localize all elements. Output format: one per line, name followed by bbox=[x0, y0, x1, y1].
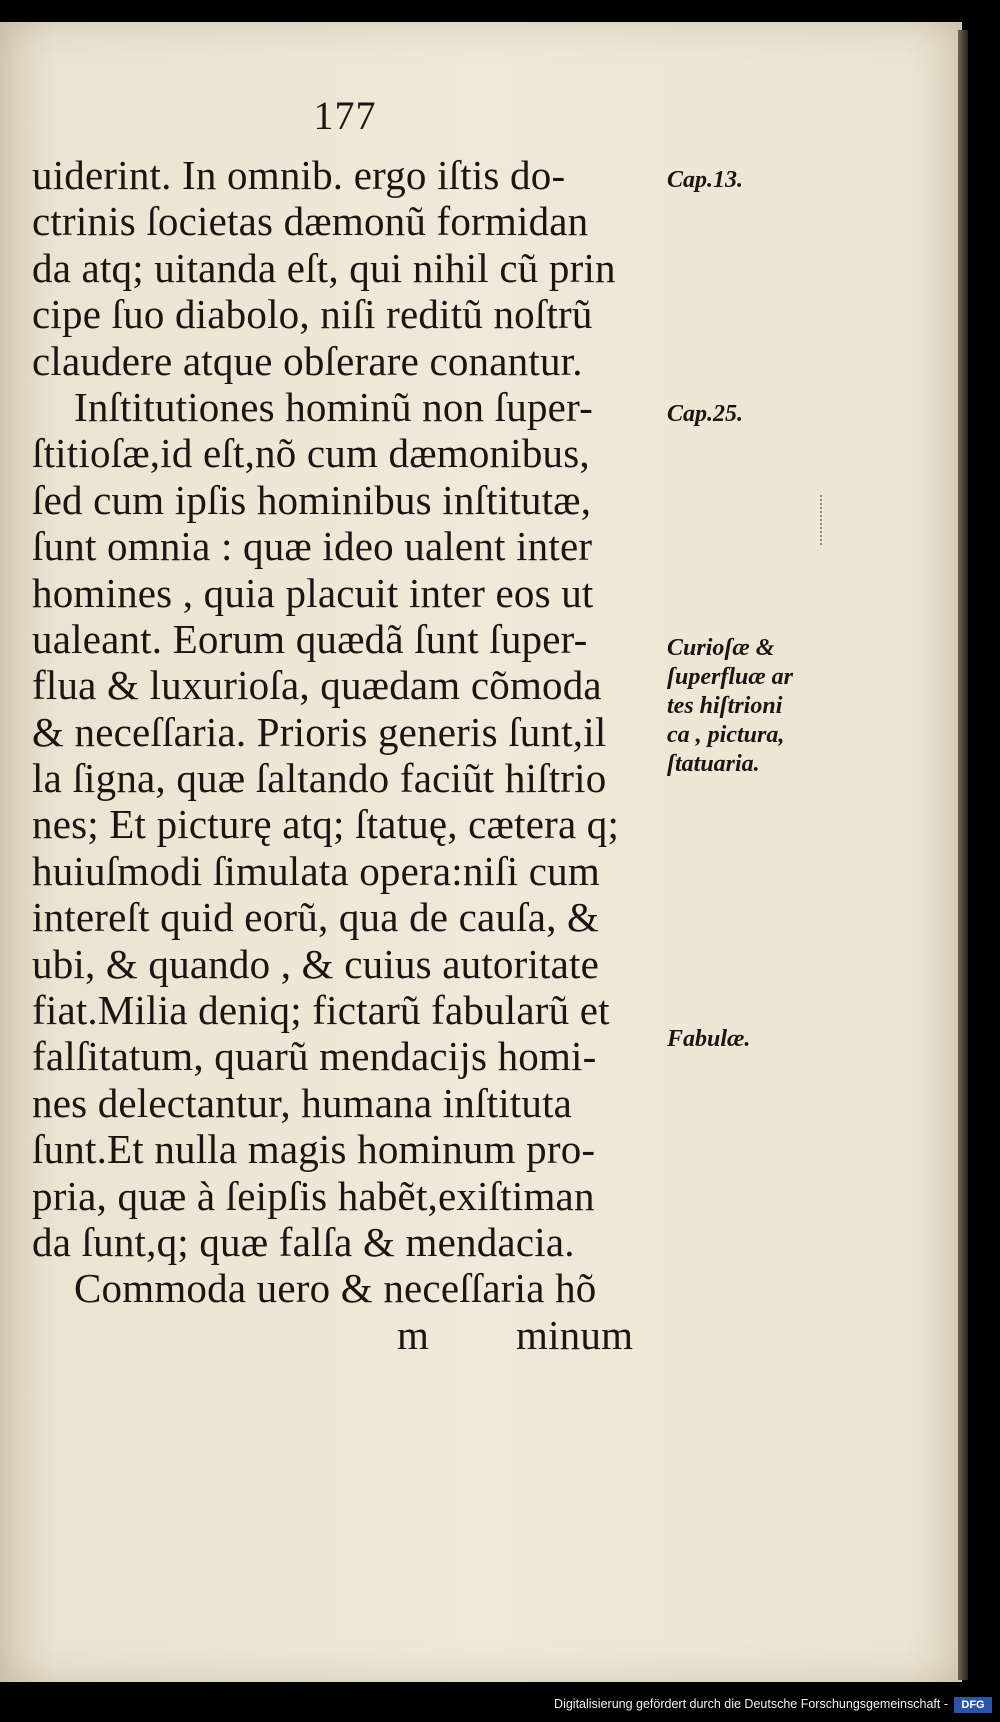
text-line: Inſtitutiones hominũ non ſuper- bbox=[74, 383, 593, 430]
marginal-note-cap13: Cap.13. bbox=[667, 167, 744, 193]
text-line: fiat.Milia deniq; fictarũ fabularũ et bbox=[32, 987, 610, 1034]
catchword-line bbox=[32, 1312, 652, 1358]
marginal-note-line: Curioſæ & bbox=[667, 635, 775, 661]
text-line: intereſt quid eorũ, qua de cauſa, & bbox=[32, 894, 600, 941]
page-number: 177 bbox=[313, 93, 377, 138]
text-line: ſed cum ipſis hominibus inſtitutæ, bbox=[32, 476, 592, 523]
text-line: la ſigna, quæ ſaltando faciũt hiſtrio bbox=[32, 755, 607, 802]
text-line: nes; Et picturę atq; ſtatuę, cætera q; bbox=[32, 801, 620, 848]
page-edge-shadow bbox=[958, 30, 968, 1680]
text-line: ualeant. Eorum quædã ſunt ſuper- bbox=[32, 615, 588, 662]
ink-speck bbox=[820, 495, 825, 545]
text-line: flua & luxurioſa, quædam cõmoda bbox=[32, 662, 602, 709]
text-line: ubi, & quando , & cuius autoritate bbox=[32, 940, 600, 987]
marginal-note-cap25: Cap.25. bbox=[667, 401, 744, 427]
text-line: nes delectantur, humana inſtituta bbox=[32, 1079, 573, 1126]
text-line: huiuſmodi ſimulata opera:niſi cum bbox=[32, 847, 600, 894]
text-line: claudere atque obſerare conantur. bbox=[32, 337, 583, 384]
body-text bbox=[32, 152, 652, 1358]
marginal-note-fabulae: Fabulæ. bbox=[667, 1026, 751, 1052]
text-line: uiderint. In omnib. ergo iſtis do- bbox=[32, 152, 566, 198]
dfg-logo: DFG bbox=[954, 1697, 992, 1713]
marginal-note-line: ſtatuaria. bbox=[667, 751, 760, 777]
text-line: ſunt.Et nulla magis hominum pro- bbox=[32, 1126, 596, 1173]
marginal-note-line: ſuperfluæ ar bbox=[667, 664, 794, 690]
text-line: cipe ſuo diabolo, niſi reditũ noſtrũ bbox=[32, 291, 593, 338]
catchword: minum bbox=[516, 1311, 634, 1358]
funding-credit: Digitalisierung gefördert durch die Deutsche Forschungsgemeinschaft - bbox=[554, 1697, 948, 1711]
text-line: falſitatum, quarũ mendacijs homi- bbox=[32, 1033, 597, 1080]
text-line: & neceſſaria. Prioris generis ſunt,il bbox=[32, 708, 607, 755]
text-line: homines , quia placuit inter eos ut bbox=[32, 569, 594, 616]
text-line: ctrinis ſocietas dæmonũ formidan bbox=[32, 198, 589, 245]
marginal-note-line: tes hiſtrioni bbox=[667, 693, 783, 719]
text-line: da ſunt,q; quæ falſa & mendacia. bbox=[32, 1218, 575, 1265]
text-line: da atq; uitanda eſt, qui nihil cũ prin bbox=[32, 244, 616, 291]
signature-mark: m bbox=[397, 1311, 430, 1358]
text-line: pria, quæ à ſeipſis habẽt,exiſtiman bbox=[32, 1172, 595, 1219]
text-line: ſtitioſæ,id eſt,nõ cum dæmonibus, bbox=[32, 430, 590, 477]
text-line: ſunt omnia : quæ ideo ualent inter bbox=[32, 523, 593, 570]
marginal-note-line: ca , pictura, bbox=[667, 722, 785, 748]
text-line: Commoda uero & neceſſaria hõ bbox=[74, 1265, 597, 1312]
marginal-note-curiosae bbox=[667, 634, 817, 779]
